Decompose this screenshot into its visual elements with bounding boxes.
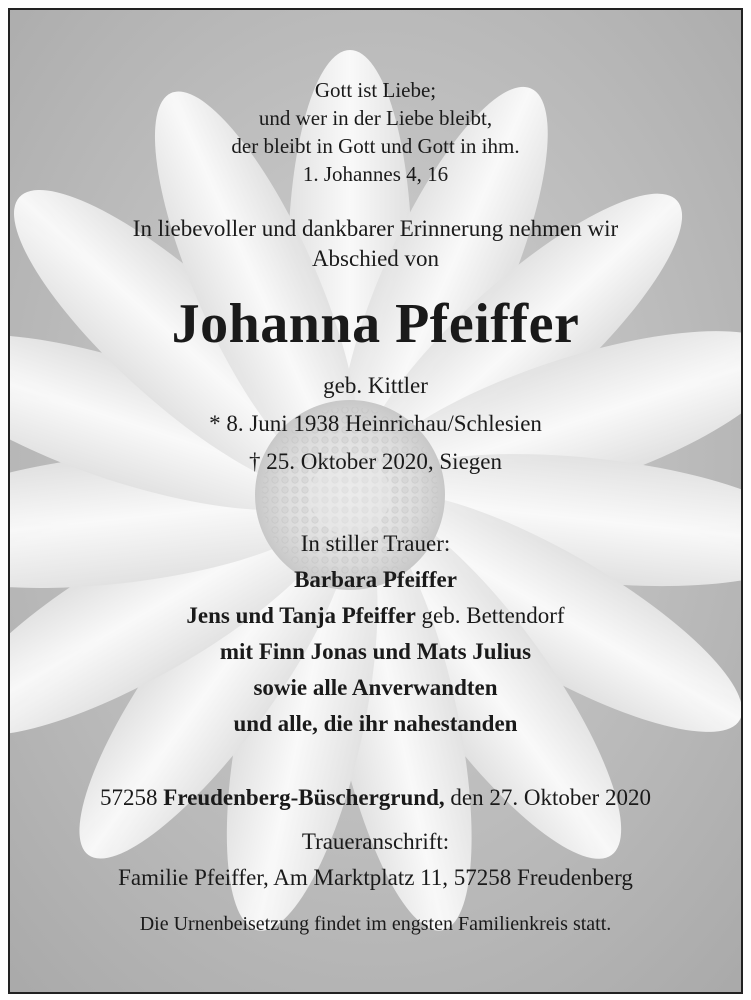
place-date-line: [10, 784, 741, 812]
birth-name: geb. Kittler: [323, 373, 428, 398]
death-date: † 25. Oktober 2020, Siegen: [249, 449, 502, 474]
mourner-line-2: [10, 602, 741, 630]
verse-line-3: der bleibt in Gott und Gott in ihm.: [231, 134, 520, 158]
date: den 27. Oktober 2020: [444, 785, 651, 810]
mourner-line-2-birth-name: geb. Bettendorf: [415, 603, 565, 628]
mourner-line-4: sowie alle Anverwandten: [253, 675, 498, 700]
postcode: 57258: [100, 785, 164, 810]
address-label: Traueranschrift:: [301, 829, 450, 854]
obituary-text: [10, 10, 741, 992]
burial-note: Die Urnenbeisetzung findet im engsten Familienkreis statt.: [139, 913, 612, 935]
place-name: Freudenberg-Büschergrund,: [163, 785, 445, 810]
verse-line-2: und wer in der Liebe bleibt,: [258, 106, 493, 130]
mourner-line-1: Barbara Pfeiffer: [294, 567, 457, 592]
mourner-line-2-names: Jens und Tanja Pfeiffer: [186, 603, 416, 628]
mourner-line-3: mit Finn Jonas und Mats Julius: [219, 639, 532, 664]
verse-line-1: Gott ist Liebe;: [314, 78, 437, 102]
mourner-line-5: und alle, die ihr nahestanden: [233, 711, 518, 736]
verse-reference: 1. Johannes 4, 16: [302, 162, 449, 186]
deceased-name: Johanna Pfeiffer: [171, 293, 580, 355]
birth-date: * 8. Juni 1938 Heinrichau/Schlesien: [209, 411, 542, 436]
intro-line-2: Abschied von: [311, 246, 440, 271]
obituary-frame: [8, 8, 743, 994]
address-value: Familie Pfeiffer, Am Marktplatz 11, 57258 Freudenberg: [118, 865, 633, 890]
intro-line-1: In liebevoller und dankbarer Erinnerung nehmen wir: [132, 216, 619, 241]
mourners-heading: In stiller Trauer:: [300, 531, 451, 556]
